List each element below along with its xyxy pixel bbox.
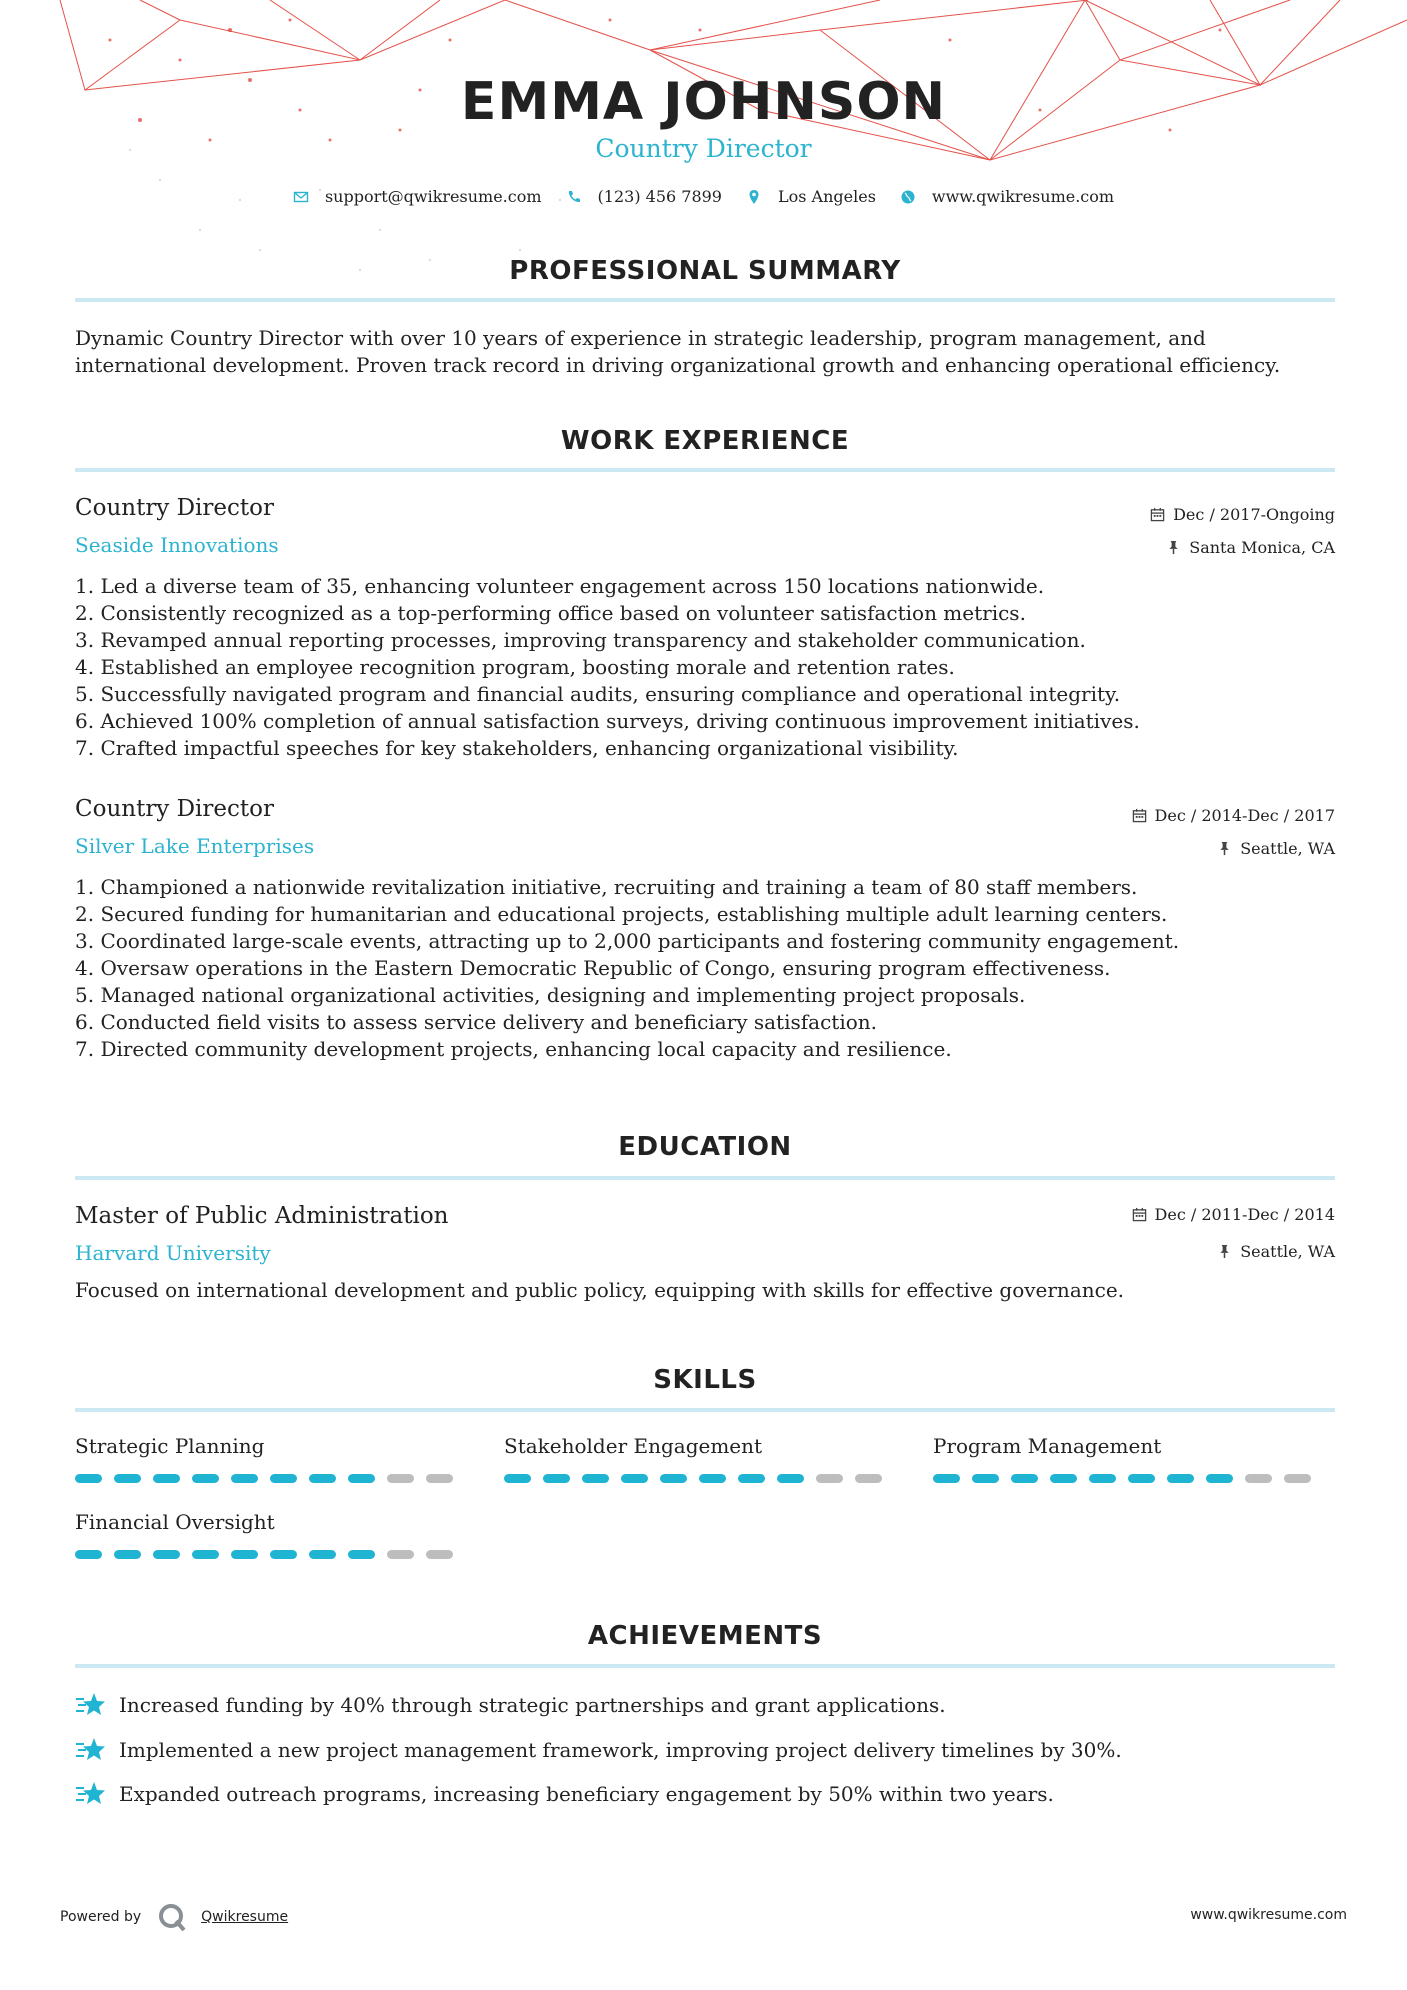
- job-2-dates: [1132, 806, 1335, 825]
- experience-heading: WORK EXPERIENCE: [560, 426, 850, 456]
- phone-icon: [566, 189, 582, 205]
- education-degree: Master of Public Administration: [75, 1203, 449, 1229]
- skill-level-meter: [75, 1550, 455, 1559]
- job-1-location-text: Santa Monica, CA: [1189, 538, 1335, 557]
- list-item: 5. Managed national organizational activities, designing and implementing project proposals.: [75, 983, 1026, 1007]
- list-item: 5. Successfully navigated program and financial audits, ensuring compliance and operational integrity.: [75, 682, 1121, 706]
- list-item: 7. Crafted impactful speeches for key stakeholders, enhancing organizational visibility.: [75, 736, 959, 760]
- list-item: 7. Directed community development projects, enhancing local capacity and resilience.: [75, 1037, 952, 1061]
- skill-level-dash-empty: [387, 1474, 414, 1483]
- experience-divider: [75, 468, 1335, 472]
- skill-level-dash-filled: [699, 1474, 726, 1483]
- summary-heading: PROFESSIONAL SUMMARY: [509, 256, 901, 286]
- skill-level-dash-empty: [855, 1474, 882, 1483]
- list-item: 3. Revamped annual reporting processes, improving transparency and stakeholder communication.: [75, 628, 1086, 652]
- skill-level-dash-filled: [582, 1474, 609, 1483]
- skill-level-meter: [504, 1474, 884, 1483]
- skill-name: Program Management: [933, 1434, 1162, 1458]
- contact-website[interactable]: [900, 187, 1114, 206]
- calendar-icon: [1132, 1207, 1147, 1222]
- skill-level-dash-filled: [153, 1474, 180, 1483]
- candidate-role: Country Director: [595, 134, 812, 163]
- skill-level-meter: [75, 1474, 455, 1483]
- skill-level-dash-filled: [348, 1474, 375, 1483]
- achievement-item: [75, 1735, 1335, 1765]
- job-1-company: Seaside Innovations: [75, 533, 279, 557]
- list-item: 6. Conducted field visits to assess service delivery and beneficiary satisfaction.: [75, 1010, 877, 1034]
- skill-name: Stakeholder Engagement: [504, 1434, 763, 1458]
- calendar-icon: [1132, 808, 1147, 823]
- skill-level-dash-empty: [1245, 1474, 1272, 1483]
- achievements-divider: [75, 1664, 1335, 1668]
- skill-level-dash-filled: [1167, 1474, 1194, 1483]
- globe-icon: [900, 189, 916, 205]
- summary-text: Dynamic Country Director with over 10 years of experience in strategic leadership, program management, and international development. Proven track record in driving organizational growth and enhancing operational efficiency.: [75, 326, 1281, 377]
- brand-link[interactable]: Qwikresume: [201, 1909, 289, 1925]
- skill-level-dash-filled: [1011, 1474, 1038, 1483]
- education-description: Focused on international development and public policy, equipping with skills for effective governance.: [75, 1278, 1125, 1302]
- summary-divider: [75, 298, 1335, 302]
- skill-name: Strategic Planning: [75, 1434, 265, 1458]
- job-2-company: Silver Lake Enterprises: [75, 834, 315, 858]
- education-dates-text: Dec / 2011-Dec / 2014: [1154, 1205, 1335, 1224]
- job-1-title: Country Director: [75, 495, 274, 521]
- skill-level-dash-filled: [777, 1474, 804, 1483]
- skill-level-dash-filled: [1050, 1474, 1077, 1483]
- pushpin-icon: [1217, 841, 1232, 856]
- list-item: 4. Established an employee recognition program, boosting morale and retention rates.: [75, 655, 955, 679]
- job-2-dates-text: Dec / 2014-Dec / 2017: [1154, 806, 1335, 825]
- skill-level-dash-filled: [75, 1474, 102, 1483]
- skill-level-dash-filled: [972, 1474, 999, 1483]
- skill-level-dash-empty: [426, 1550, 453, 1559]
- skill-level-dash-filled: [348, 1550, 375, 1559]
- skill-item: [75, 1434, 455, 1483]
- contact-location: [746, 187, 876, 206]
- skill-item: [75, 1510, 455, 1559]
- skill-level-dash-filled: [543, 1474, 570, 1483]
- skill-level-dash-empty: [816, 1474, 843, 1483]
- contact-email[interactable]: [293, 187, 542, 206]
- candidate-name: EMMA JOHNSON: [460, 72, 947, 132]
- skill-level-meter: [933, 1474, 1313, 1483]
- phone-text: (123) 456 7899: [597, 187, 722, 206]
- education-divider: [75, 1176, 1335, 1180]
- education-school: Harvard University: [75, 1241, 271, 1265]
- list-item: 1. Championed a nationwide revitalization initiative, recruiting and training a team of 80 staff members.: [75, 875, 1138, 899]
- education-dates: [1132, 1205, 1335, 1224]
- job-1-dates: [1150, 505, 1335, 524]
- skill-level-dash-empty: [1284, 1474, 1311, 1483]
- job-1-location: [1166, 538, 1335, 557]
- pushpin-icon: [1217, 1244, 1232, 1259]
- skill-level-dash-filled: [270, 1550, 297, 1559]
- skill-level-dash-filled: [270, 1474, 297, 1483]
- skill-item: [933, 1434, 1313, 1483]
- skill-level-dash-filled: [1089, 1474, 1116, 1483]
- achievement-text: Expanded outreach programs, increasing beneficiary engagement by 50% within two years.: [119, 1782, 1054, 1806]
- job-1-dates-text: Dec / 2017-Ongoing: [1173, 505, 1335, 524]
- skill-level-dash-filled: [75, 1550, 102, 1559]
- skills-divider: [75, 1408, 1335, 1412]
- qwikresume-logo-icon: [157, 1902, 187, 1932]
- skill-level-dash-filled: [504, 1474, 531, 1483]
- skill-level-dash-filled: [153, 1550, 180, 1559]
- list-item: 1. Led a diverse team of 35, enhancing volunteer engagement across 150 locations nationwide.: [75, 574, 1045, 598]
- skill-item: [504, 1434, 884, 1483]
- list-item: 4. Oversaw operations in the Eastern Democratic Republic of Congo, ensuring program effectiveness.: [75, 956, 1111, 980]
- skill-level-dash-filled: [1128, 1474, 1155, 1483]
- skill-level-dash-filled: [309, 1550, 336, 1559]
- skill-level-dash-filled: [933, 1474, 960, 1483]
- list-item: 2. Consistently recognized as a top-performing office based on volunteer satisfaction metrics.: [75, 601, 1026, 625]
- skills-heading: SKILLS: [653, 1365, 757, 1395]
- contact-phone[interactable]: [566, 187, 722, 206]
- achievement-text: Implemented a new project management framework, improving project delivery timelines by 30%.: [119, 1738, 1122, 1762]
- job-2-title: Country Director: [75, 796, 274, 822]
- skill-level-dash-filled: [192, 1474, 219, 1483]
- skill-level-dash-empty: [387, 1550, 414, 1559]
- skill-level-dash-filled: [621, 1474, 648, 1483]
- achievements-heading: ACHIEVEMENTS: [587, 1621, 823, 1651]
- list-item: 3. Coordinated large-scale events, attracting up to 2,000 participants and fostering community engagement.: [75, 929, 1180, 953]
- calendar-icon: [1150, 507, 1165, 522]
- job-2-location: [1217, 839, 1335, 858]
- star-icon: [75, 1735, 107, 1765]
- skill-level-dash-filled: [114, 1550, 141, 1559]
- skill-level-dash-empty: [426, 1474, 453, 1483]
- star-icon: [75, 1690, 107, 1720]
- list-item: 2. Secured funding for humanitarian and educational projects, establishing multiple adult learning centers.: [75, 902, 1168, 926]
- skill-level-dash-filled: [192, 1550, 219, 1559]
- map-pin-icon: [746, 189, 762, 205]
- skill-level-dash-filled: [231, 1474, 258, 1483]
- email-text: support@qwikresume.com: [324, 187, 542, 206]
- education-location-text: Seattle, WA: [1240, 1242, 1335, 1261]
- powered-by-label: Powered by: [60, 1909, 142, 1925]
- pushpin-icon: [1166, 540, 1181, 555]
- footer-website[interactable]: www.qwikresume.com: [1190, 1907, 1347, 1923]
- footer-powered-by: [60, 1902, 288, 1932]
- website-text: www.qwikresume.com: [931, 187, 1115, 206]
- achievement-item: [75, 1690, 1335, 1720]
- job-2-bullets: [75, 874, 1335, 1063]
- achievement-text: Increased funding by 40% through strategic partnerships and grant applications.: [119, 1693, 946, 1717]
- skill-level-dash-filled: [1206, 1474, 1233, 1483]
- education-location: [1217, 1242, 1335, 1261]
- contact-bar: [0, 187, 1407, 206]
- list-item: 6. Achieved 100% completion of annual satisfaction surveys, driving continuous improvement initiatives.: [75, 709, 1140, 733]
- education-heading: EDUCATION: [618, 1132, 792, 1162]
- skill-level-dash-filled: [231, 1550, 258, 1559]
- skill-name: Financial Oversight: [75, 1510, 275, 1534]
- skill-level-dash-filled: [660, 1474, 687, 1483]
- skill-level-dash-filled: [309, 1474, 336, 1483]
- envelope-icon: [293, 189, 309, 205]
- star-icon: [75, 1779, 107, 1809]
- job-2-location-text: Seattle, WA: [1240, 839, 1335, 858]
- skill-level-dash-filled: [738, 1474, 765, 1483]
- skill-level-dash-filled: [114, 1474, 141, 1483]
- job-1-bullets: [75, 573, 1335, 762]
- location-text: Los Angeles: [777, 187, 876, 206]
- achievement-item: [75, 1779, 1335, 1809]
